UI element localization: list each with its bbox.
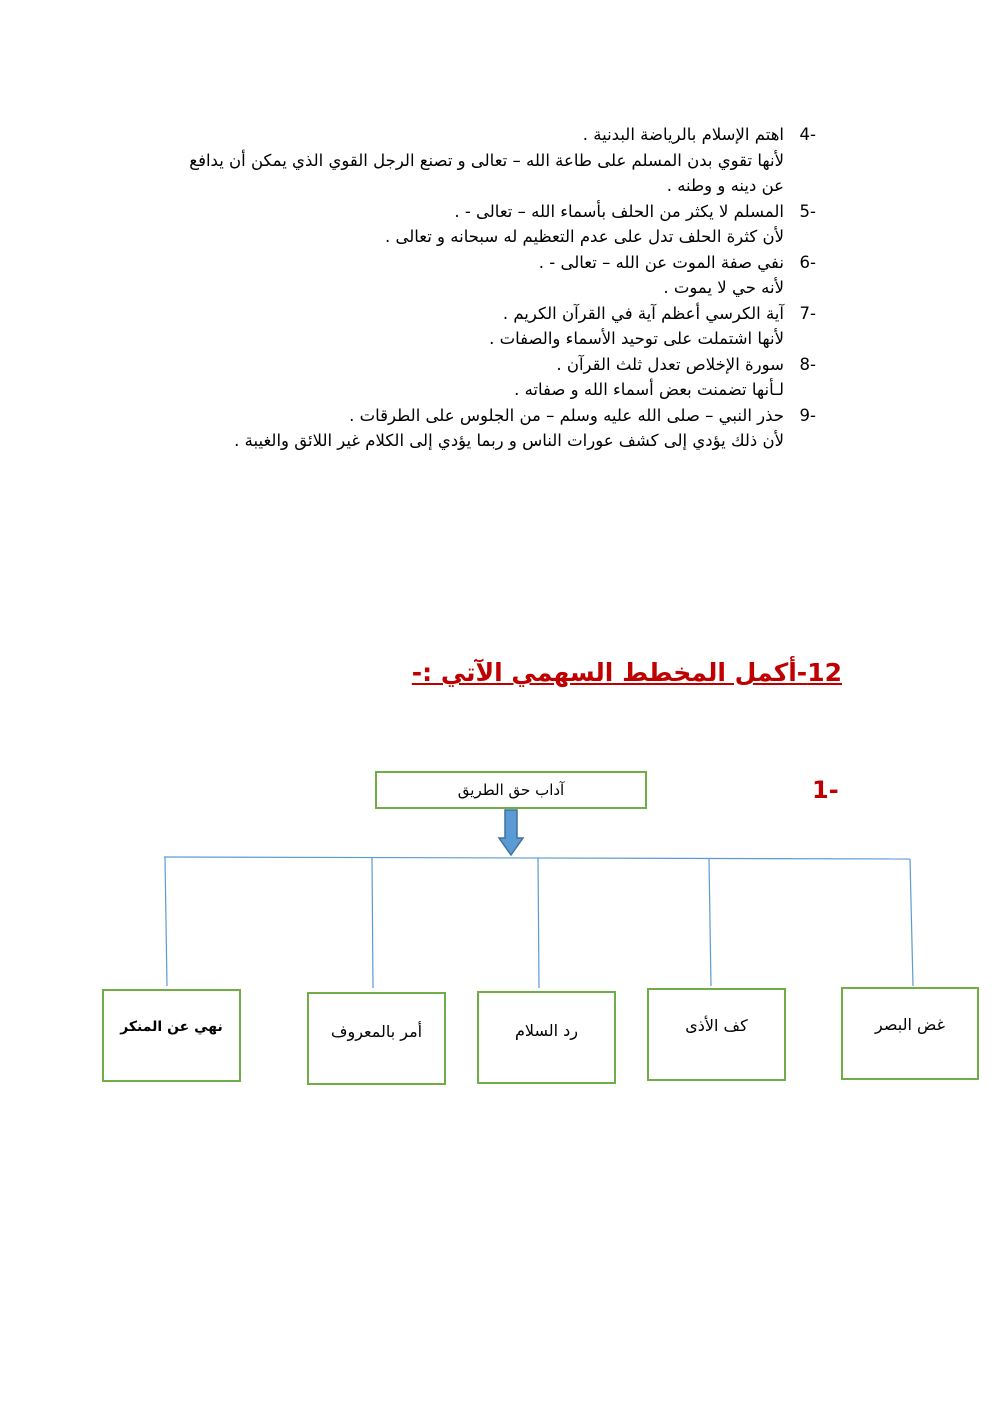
vertical-connector: [372, 858, 373, 988]
statement-line: المسلم لا يكثر من الحلف بأسماء الله – تعالى - .: [454, 201, 784, 221]
leaf-label: نهي عن المنكر: [120, 1019, 223, 1035]
leaf-node-enjoin-good: [307, 992, 446, 1085]
question-title: 12-أكمل المخطط السهمي الآتي :-: [411, 658, 842, 687]
leaf-label: كف الأذى: [685, 1016, 748, 1035]
leaf-label: رد السلام: [515, 1021, 578, 1040]
leaf-node-return-greeting: [477, 991, 616, 1084]
vertical-connector: [165, 857, 167, 986]
leaf-node-remove-harm: [647, 988, 786, 1081]
down-arrow-icon: [499, 810, 523, 855]
statement-line: آية الكرسي أعظم آية في القرآن الكريم .: [502, 303, 784, 323]
vertical-connector: [538, 858, 539, 988]
leaf-node-forbid-evil: [102, 989, 241, 1082]
leaf-label: غض البصر: [875, 1015, 945, 1034]
reason-line: لأنها اشتملت على توحيد الأسماء والصفات .: [489, 329, 784, 348]
leaf-node-lower-gaze: [841, 987, 979, 1080]
vertical-connector: [910, 859, 913, 986]
item-number: 7-: [799, 303, 816, 323]
item-number: 9-: [799, 405, 816, 425]
horizontal-connector: [164, 857, 910, 859]
statement-line: سورة الإخلاص تعدل ثلث القرآن .: [556, 354, 784, 374]
item-number: 5-: [799, 201, 816, 221]
item-number: 8-: [799, 354, 816, 374]
reason-line: لـأنها تضمنت بعض أسماء الله و صفاته .: [514, 380, 784, 399]
item-number: 4-: [799, 125, 816, 144]
vertical-connector: [709, 859, 711, 986]
reason-line: لأن ذلك يؤدي إلى كشف عورات الناس و ربما يؤدي إلى الكلام غير اللائق والغيبة .: [234, 431, 784, 450]
statement-line: نفي صفة الموت عن الله – تعالى - .: [538, 252, 784, 272]
statement-line: اهتم الإسلام بالرياضة البدنية .: [582, 125, 784, 144]
reason-line-cont: عن دينه و وطنه .: [666, 176, 784, 195]
item-number: 6-: [799, 252, 816, 272]
leaf-label: أمر بالمعروف: [330, 1022, 423, 1041]
statement-line: حذر النبي – صلى الله عليه وسلم – من الجلوس على الطرقات .: [349, 405, 784, 425]
reason-line: لأنه حي لا يموت .: [663, 278, 784, 297]
root-node: آداب حق الطريق: [375, 771, 647, 809]
reason-line: لأن كثرة الحلف تدل على عدم التعظيم له سبحانه و تعالى .: [384, 227, 784, 246]
reason-line: لأنها تقوي بدن المسلم على طاعة الله – تعالى و تصنع الرجل القوي الذي يمكن أن يدافع: [189, 150, 784, 170]
sub-question-number: 1-: [812, 776, 839, 804]
